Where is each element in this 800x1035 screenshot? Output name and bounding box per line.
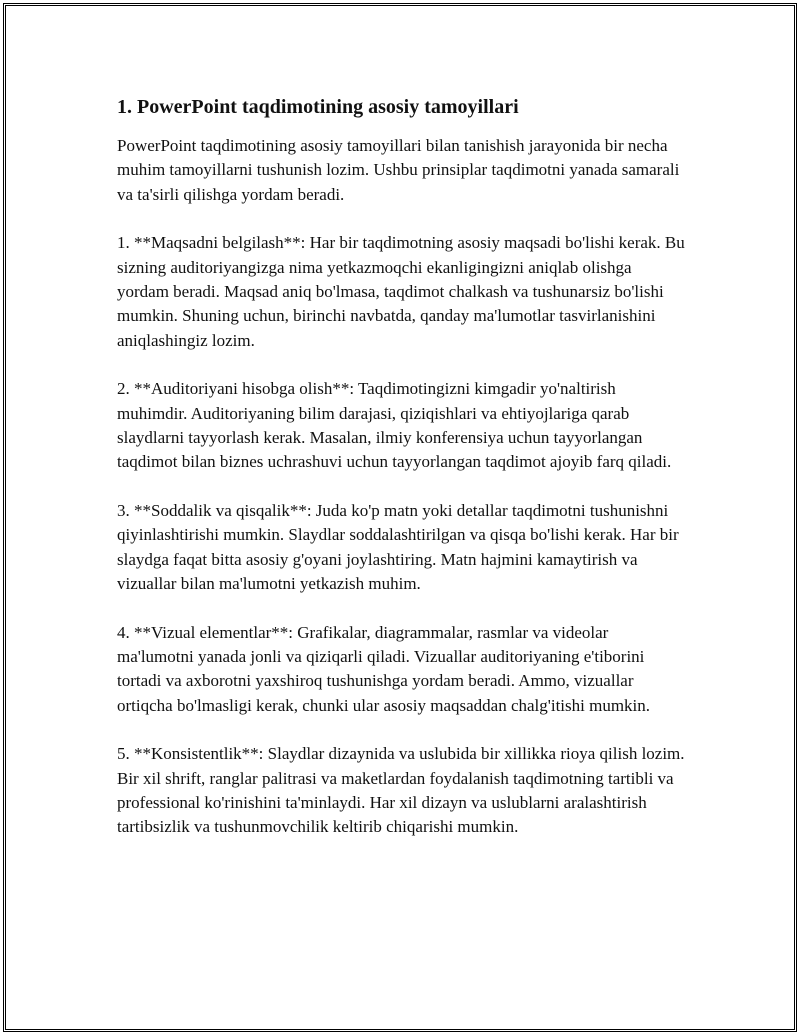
document-body [117, 92, 687, 864]
principle-4-paragraph: 4. **Vizual elementlar**: Grafikalar, diagrammalar, rasmlar va videolar ma'lumotni yanada jonli va qiziqarli qiladi. Vizuallar auditoriyaning e'tiborini tortadi va axborotni yaxshiroq tushunishga yordam beradi. Ammo, vizuallar ortiqcha bo'lmasligi kerak, chunki ular asosiy maqsaddan chalg'itishi mumkin. [117, 622, 651, 715]
principle-5-paragraph: 5. **Konsistentlik**: Slaydlar dizaynida va uslubida bir xillikka rioya qilish lozim. Bir xil shrift, ranglar palitrasi va maketlardan foydalanish taqdimotning tartibli va professional ko'rinishini ta'minlaydi. Har xil dizayn va uslublarni aralashtirish tartibsizlik va tushunmovchilik keltirib chiqarishi mumkin. [117, 744, 685, 837]
principle-1-paragraph: 1. **Maqsadni belgilash**: Har bir taqdimotning asosiy maqsadi bo'lishi kerak. Bu sizning auditoriyangizga nima yetkazmoqchi ekanligingizni aniqlab olishga yordam beradi. Maqsad aniq bo'lmasa, taqdimot chalkash va tushunarsiz bo'lishi mumkin. Shuning uchun, birinchi navbatda, qanday ma'lumotlar tasvirlanishini aniqlashingiz lozim. [117, 233, 685, 350]
principle-3-paragraph: 3. **Soddalik va qisqalik**: Juda ko'p matn yoki detallar taqdimotni tushunishni qiyinlashtirishi mumkin. Slaydlar soddalashtirilgan va qisqa bo'lishi kerak. Har bir slaydga faqat bitta asosiy g'oyani joylashtiring. Matn hajmini kamaytirish va vizuallar bilan ma'lumotni yetkazish muhim. [117, 500, 679, 594]
intro-paragraph: PowerPoint taqdimotining asosiy tamoyillari bilan tanishish jarayonida bir necha muhim tamoyillarni tushunish lozim. Ushbu prinsiplar taqdimotni yanada samarali va ta'sirli qilishga yordam beradi. [117, 136, 680, 204]
principle-2-paragraph: 2. **Auditoriyani hisobga olish**: Taqdimotingizni kimgadir yo'naltirish muhimdir. Auditoriyaning bilim darajasi, qiziqishlari va ehtiyojlariga qarab slaydlarni tayyorlash kerak. Masalan, ilmiy konferensiya uchun tayyorlangan taqdimot bilan biznes uchrashuvi uchun tayyorlangan taqdimot ajoyib farq qiladi. [117, 379, 672, 472]
document-title: 1. PowerPoint taqdimotining asosiy tamoyillari [117, 96, 519, 118]
